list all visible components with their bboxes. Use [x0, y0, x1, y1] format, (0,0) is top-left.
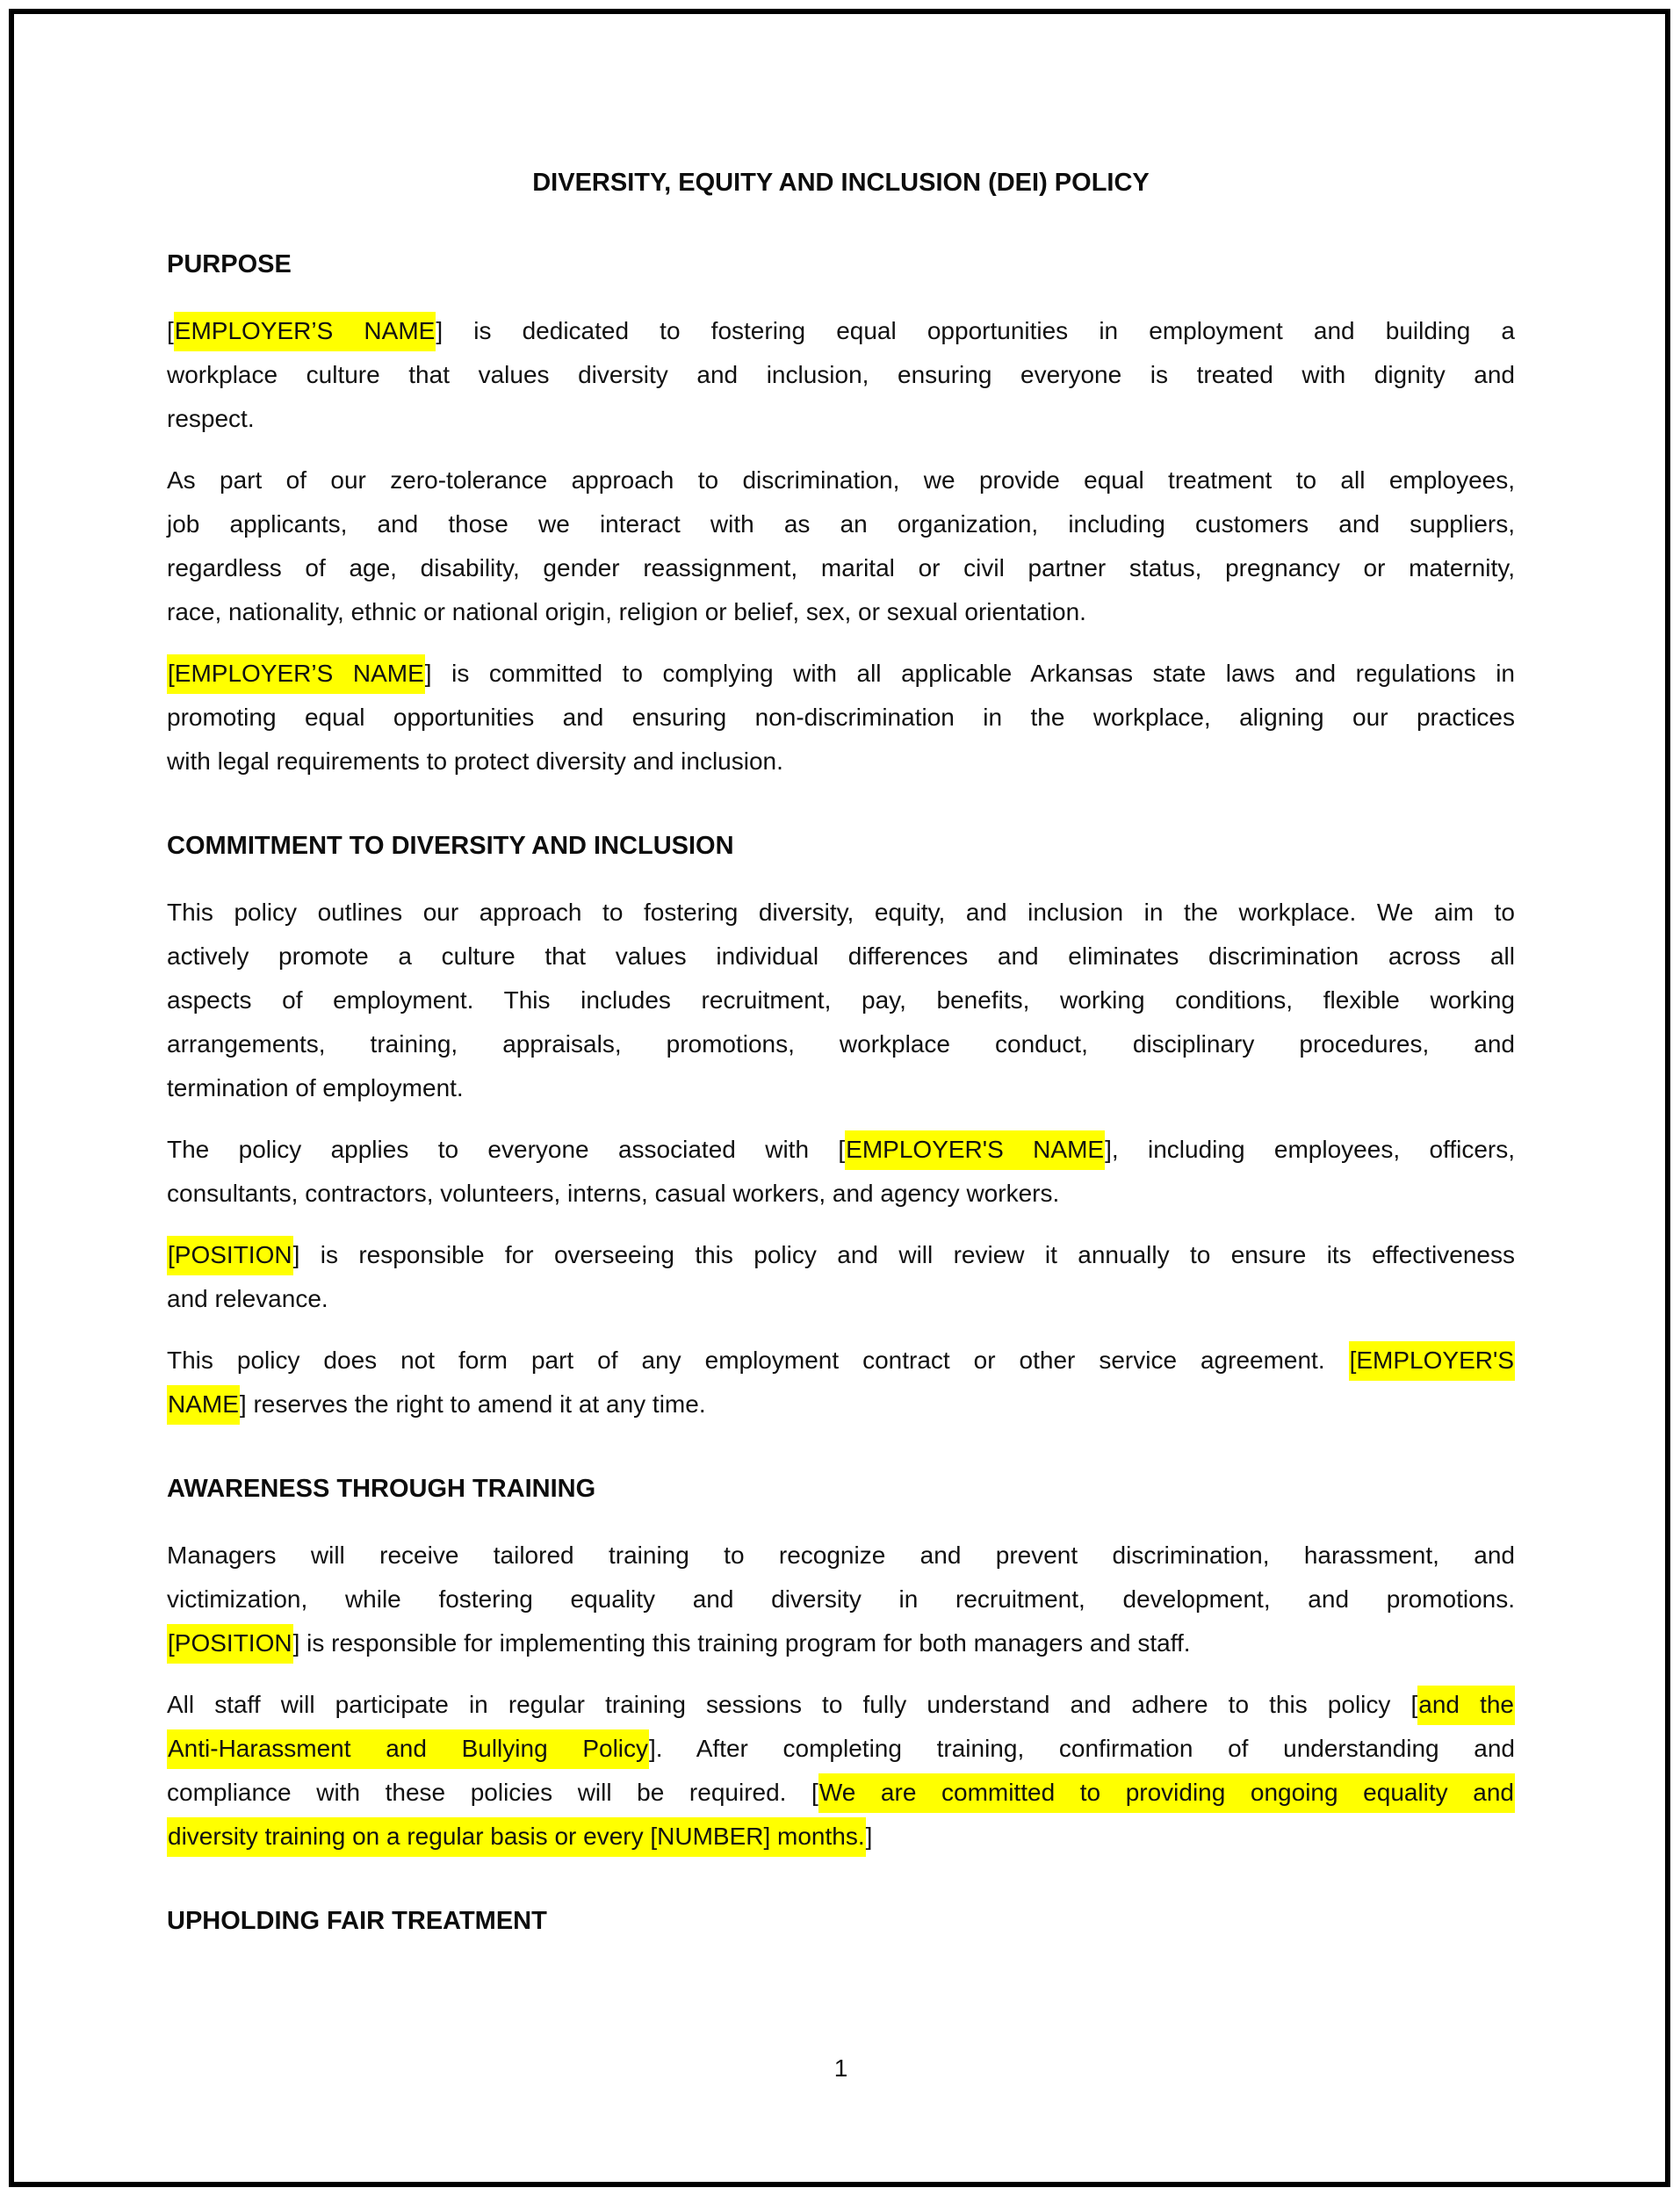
text-segment: ] reserves the right to amend it at any time.	[239, 1390, 706, 1418]
text-segment: As part of our zero-tolerance approach to discrimination, we provide equal treatment to all employees,	[167, 466, 1515, 494]
text-line	[167, 652, 1515, 696]
text-segment: victimization, while fostering equality and diversity in recruitment, development, and promotions.	[167, 1585, 1515, 1613]
text-segment: [	[167, 317, 174, 344]
text-segment: ] is dedicated to fostering equal opportunities in employment and building a	[436, 317, 1516, 344]
paragraph	[167, 1534, 1515, 1665]
text-segment: with legal requirements to protect diversity and inclusion.	[167, 747, 783, 775]
section-heading: AWARENESS THROUGH TRAINING	[167, 1475, 596, 1503]
highlighted-placeholder: EMPLOYER'S NAME	[845, 1130, 1105, 1170]
text-segment: compliance with these policies will be required. [	[167, 1779, 818, 1806]
text-line	[167, 502, 1515, 546]
section-heading: COMMITMENT TO DIVERSITY AND INCLUSION	[167, 832, 734, 860]
section-heading: UPHOLDING FAIR TREATMENT	[167, 1907, 547, 1935]
text-line	[167, 1066, 1515, 1110]
text-line	[167, 1534, 1515, 1578]
text-segment: job applicants, and those we interact with as an organization, including customers and suppliers,	[167, 510, 1515, 538]
paragraph	[167, 1683, 1515, 1859]
paragraph	[167, 458, 1515, 634]
text-line	[167, 1578, 1515, 1621]
highlighted-placeholder: and the	[1417, 1686, 1515, 1725]
text-segment: arrangements, training, appraisals, promotions, workplace conduct, disciplinary procedures, and	[167, 1030, 1515, 1058]
text-line	[167, 1277, 1515, 1321]
text-segment: This policy does not form part of any employment contract or other service agreement.	[167, 1347, 1349, 1374]
highlighted-placeholder: We are committed to providing ongoing equality and	[818, 1773, 1515, 1813]
text-segment: ], including employees, officers,	[1105, 1136, 1515, 1163]
text-line	[167, 397, 1515, 441]
paragraph	[167, 652, 1515, 783]
document-title: DIVERSITY, EQUITY AND INCLUSION (DEI) POLICY	[532, 169, 1150, 197]
text-segment: regardless of age, disability, gender reassignment, marital or civil partner status, pregnancy or maternity,	[167, 554, 1515, 581]
text-line	[167, 696, 1515, 740]
section-heading: PURPOSE	[167, 250, 292, 278]
text-line	[167, 1621, 1515, 1665]
text-segment: All staff will participate in regular training sessions to fully understand and adhere to this policy [	[167, 1691, 1418, 1718]
text-line	[167, 978, 1515, 1022]
text-line	[167, 740, 1515, 783]
paragraph	[167, 1128, 1515, 1216]
text-segment: respect.	[167, 405, 255, 432]
highlighted-placeholder: [EMPLOYER'S	[1349, 1341, 1515, 1381]
text-line	[167, 1683, 1515, 1727]
text-line	[167, 1022, 1515, 1066]
paragraph	[167, 309, 1515, 441]
text-segment: race, nationality, ethnic or national origin, religion or belief, sex, or sexual orientation.	[167, 598, 1086, 625]
text-segment: promoting equal opportunities and ensuring non-discrimination in the workplace, aligning our practices	[167, 704, 1515, 731]
text-line	[167, 935, 1515, 978]
text-segment: termination of employment.	[167, 1074, 464, 1101]
text-line	[167, 1233, 1515, 1277]
paragraph	[167, 891, 1515, 1110]
text-segment: consultants, contractors, volunteers, interns, casual workers, and agency workers.	[167, 1180, 1060, 1207]
document-body	[167, 163, 1515, 1966]
text-line	[167, 1172, 1515, 1216]
text-line	[167, 891, 1515, 935]
paragraph	[167, 1233, 1515, 1321]
text-line	[167, 546, 1515, 590]
text-segment: The policy applies to everyone associated with [	[167, 1136, 846, 1163]
text-line	[167, 1128, 1515, 1172]
text-segment: ]. After completing training, confirmation of understanding and	[649, 1735, 1515, 1762]
highlighted-placeholder: diversity training on a regular basis or every [NUMBER] months.	[167, 1817, 866, 1857]
text-line	[167, 309, 1515, 353]
text-line	[167, 1727, 1515, 1771]
text-segment: and relevance.	[167, 1285, 328, 1312]
text-line	[167, 1383, 1515, 1426]
text-line	[167, 1815, 1515, 1859]
text-segment: ]	[865, 1823, 873, 1850]
text-segment: actively promote a culture that values individual differences and eliminates discrimination across all	[167, 942, 1515, 970]
text-segment: aspects of employment. This includes recruitment, pay, benefits, working conditions, flexible working	[167, 986, 1515, 1014]
highlighted-placeholder: EMPLOYER’S NAME	[174, 312, 436, 351]
highlighted-placeholder: NAME	[167, 1385, 240, 1425]
text-segment: ] is responsible for overseeing this policy and will review it annually to ensure its effectiveness	[292, 1241, 1515, 1268]
text-segment: ] is responsible for implementing this training program for both managers and staff.	[292, 1629, 1191, 1657]
page-number: 1	[833, 2054, 848, 2082]
text-line	[167, 353, 1515, 397]
highlighted-placeholder: [EMPLOYER’S NAME	[167, 654, 425, 694]
paragraph	[167, 1339, 1515, 1426]
text-segment: workplace culture that values diversity and inclusion, ensuring everyone is treated with dignity and	[167, 361, 1515, 388]
highlighted-placeholder: [POSITION	[167, 1624, 293, 1664]
highlighted-placeholder: Anti-Harassment and Bullying Policy	[167, 1729, 649, 1769]
text-line	[167, 1339, 1515, 1383]
text-segment: This policy outlines our approach to fostering diversity, equity, and inclusion in the workplace. We aim to	[167, 899, 1515, 926]
highlighted-placeholder: [POSITION	[167, 1236, 293, 1275]
text-segment: ] is committed to complying with all applicable Arkansas state laws and regulations in	[424, 660, 1515, 687]
text-segment: Managers will receive tailored training to recognize and prevent discrimination, harassment, and	[167, 1542, 1515, 1569]
text-line	[167, 1771, 1515, 1815]
text-line	[167, 590, 1515, 634]
text-line	[167, 458, 1515, 502]
